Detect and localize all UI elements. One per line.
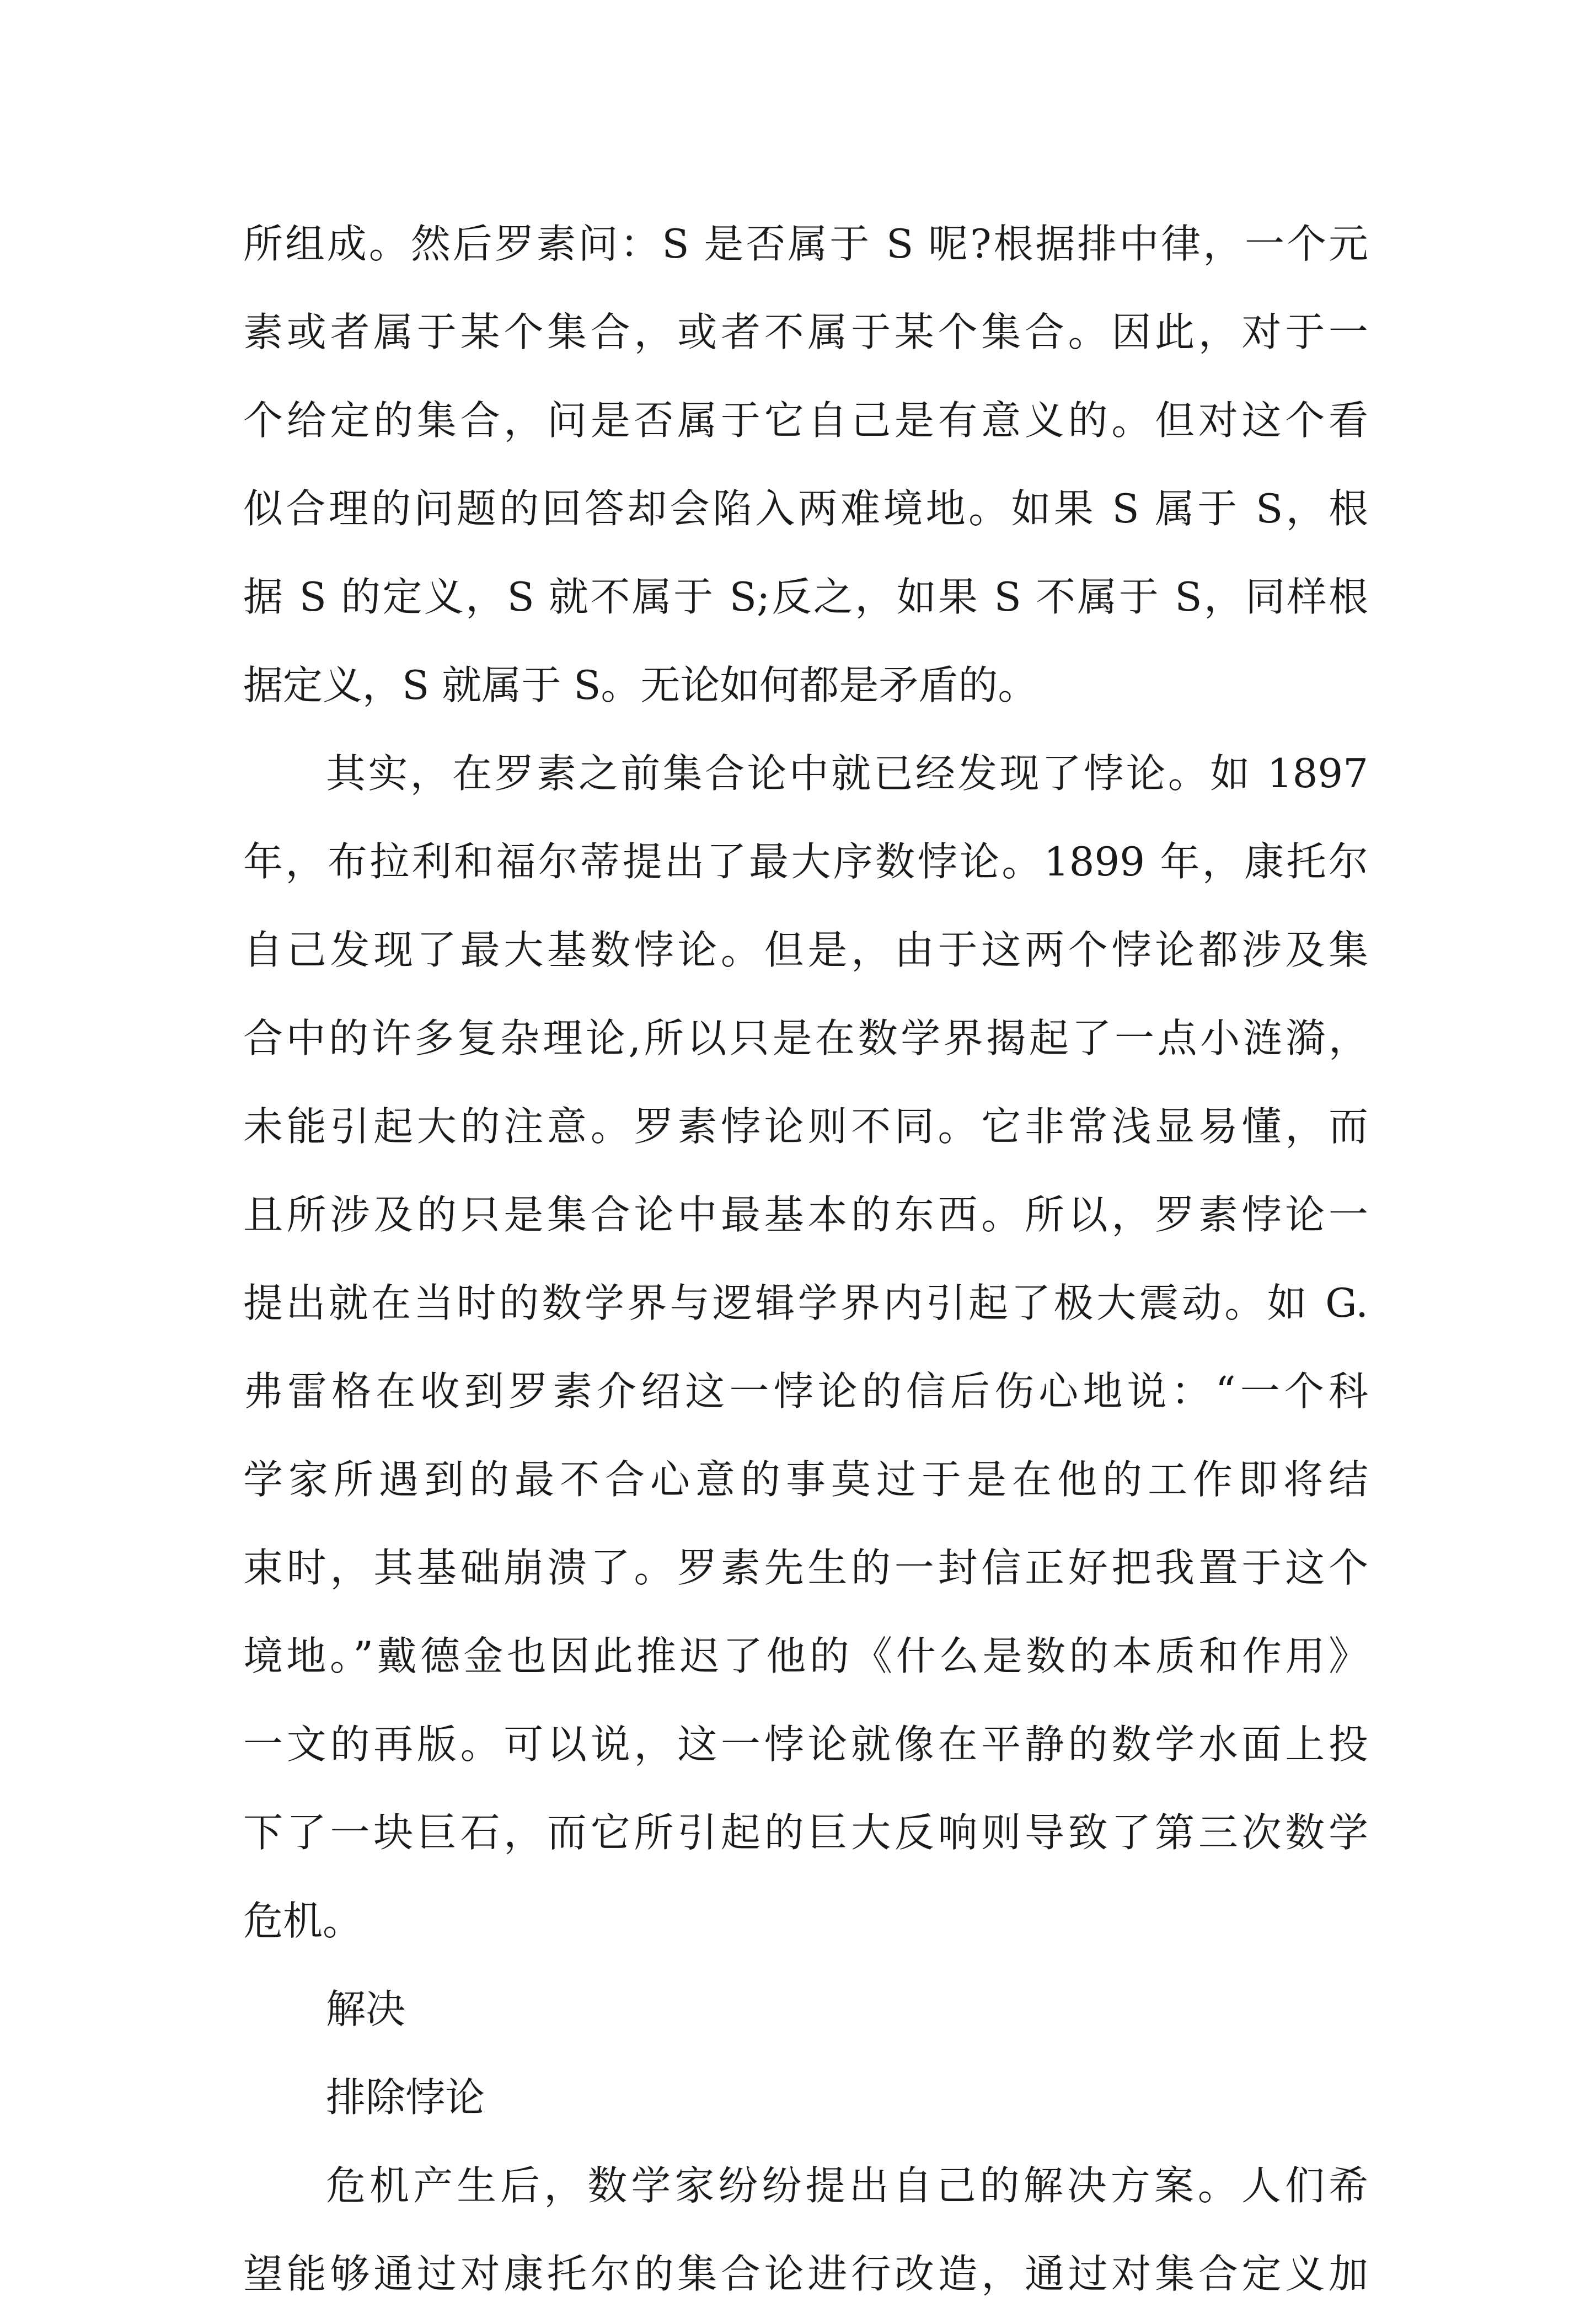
text-line: 一文的再版。可以说，这一悖论就像在平静的数学水面上投: [243, 1721, 1368, 1767]
text-line: 自己发现了最大基数悖论。但是，由于这两个悖论都涉及集: [243, 927, 1368, 973]
text-line: 据 S 的定义，S 就不属于 S;反之，如果 S 不属于 S，同样根: [243, 574, 1368, 620]
text-line: 望能够通过对康托尔的集合论进行改造，通过对集合定义加: [243, 2251, 1368, 2297]
text-line: 其实，在罗素之前集合论中就已经发现了悖论。如 1897: [326, 750, 1368, 797]
document-body: [243, 200, 1368, 2318]
text-line: 危机产生后，数学家纷纷提出自己的解决方案。人们希: [326, 2162, 1368, 2209]
text-line: 束时，其基础崩溃了。罗素先生的一封信正好把我置于这个: [243, 1545, 1368, 1591]
text-line: 未能引起大的注意。罗素悖论则不同。它非常浅显易懂，而: [243, 1103, 1368, 1150]
text-line: 且所涉及的只是集合论中最基本的东西。所以，罗素悖论一: [243, 1192, 1368, 1238]
section-heading-solution: 解决: [326, 1986, 406, 2032]
text-line: 似合理的问题的回答却会陷入两难境地。如果 S 属于 S，根: [243, 485, 1368, 532]
paragraph-history-of-paradoxes: [243, 729, 1368, 1965]
text-line: 合中的许多复杂理论,所以只是在数学界揭起了一点小涟漪，: [243, 1015, 1368, 1061]
text-line: 提出就在当时的数学界与逻辑学界内引起了极大震动。如 G.: [243, 1280, 1368, 1326]
paragraph-russell-paradox-statement: [243, 200, 1368, 729]
text-line: 境地。”戴德金也因此推迟了他的《什么是数的本质和作用》: [243, 1633, 1368, 1679]
text-line: 下了一块巨石，而它所引起的巨大反响则导致了第三次数学: [243, 1809, 1368, 1856]
text-line: 据定义，S 就属于 S。无论如何都是矛盾的。: [243, 662, 1038, 708]
text-line: 个给定的集合，问是否属于它自己是有意义的。但对这个看: [243, 397, 1368, 444]
paragraph-crisis-response: [243, 2141, 1368, 2318]
text-line: 年，布拉利和福尔蒂提出了最大序数悖论。1899 年，康托尔: [243, 838, 1368, 885]
subsection-heading-eliminate-paradox: 排除悖论: [326, 2074, 485, 2121]
text-line: 弗雷格在收到罗素介绍这一悖论的信后伤心地说：“一个科: [243, 1368, 1368, 1414]
text-line: 所组成。然后罗素问：S 是否属于 S 呢?根据排中律，一个元: [243, 221, 1368, 267]
text-line: 危机。: [243, 1898, 363, 1944]
text-line: 学家所遇到的最不合心意的事莫过于是在他的工作即将结: [243, 1456, 1368, 1503]
text-line: 素或者属于某个集合，或者不属于某个集合。因此，对于一: [243, 309, 1368, 355]
